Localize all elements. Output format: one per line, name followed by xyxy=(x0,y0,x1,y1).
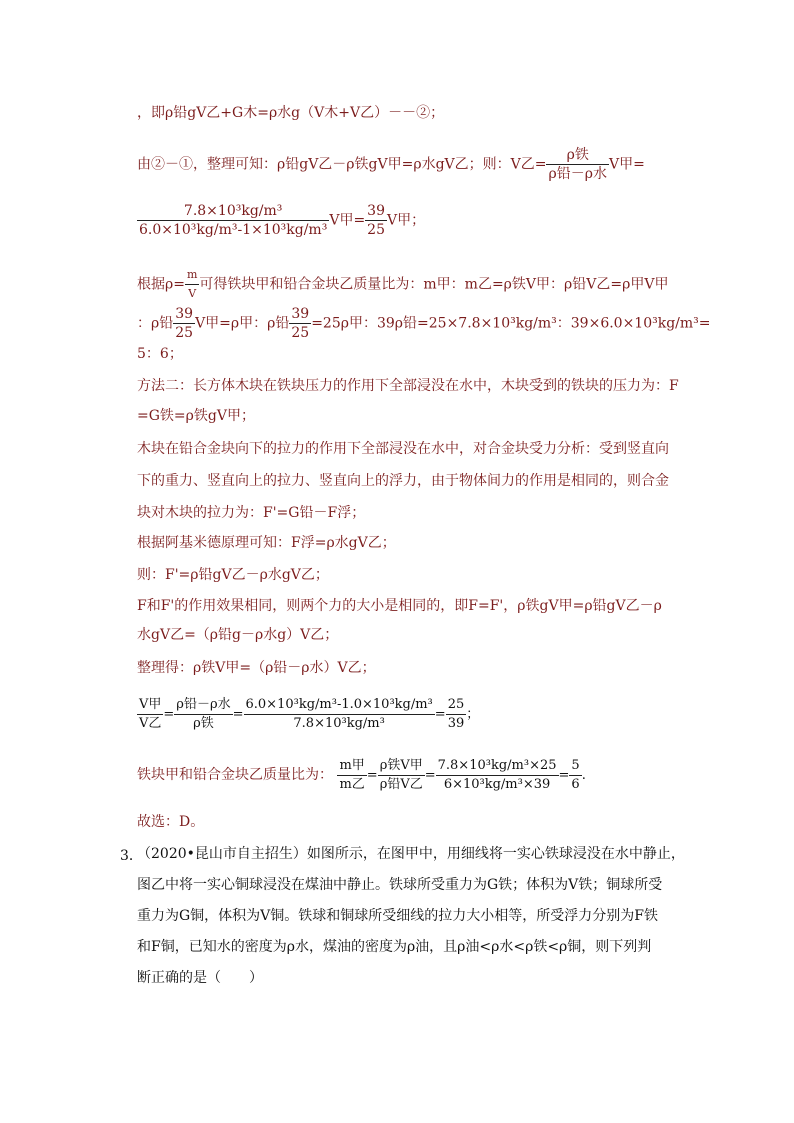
fraction-denominator: 39 xyxy=(447,716,465,731)
line-4-tail: 可得铁块甲和铅合金块乙质量比为：m甲：m乙=ρ铁V甲：ρ铅V乙=ρ甲V甲 xyxy=(199,276,669,293)
question-line-3: 重力为G铜，体积为V铜。铁球和铜球所受细线的拉力大小相等，所受浮力分别为F铁 xyxy=(137,908,659,924)
fraction-denominator: 6×10³kg/m³×39 xyxy=(436,775,559,794)
equals-sign: = xyxy=(163,707,175,722)
fraction-denominator: 25 xyxy=(367,222,385,238)
fraction-39-25-a xyxy=(173,305,195,342)
line-13: 则：F'=ρ铅gV乙－ρ水gV乙； xyxy=(137,567,329,583)
fraction-numerator: m甲 xyxy=(339,758,365,773)
fraction-denominator: 25 xyxy=(291,325,310,341)
line-11: 块对木块的拉力为：F'=G铅－F浮； xyxy=(137,505,366,521)
fraction-numerator: 39 xyxy=(367,203,385,219)
question-line-5: 断正确的是（ ） xyxy=(137,970,263,986)
line-8: =G铁=ρ铁gV甲； xyxy=(137,408,255,424)
fraction-denominator: ρ铁 xyxy=(174,714,232,733)
line-3-mid: V甲= xyxy=(329,212,366,229)
fraction-denominator: 6 xyxy=(571,777,580,792)
line-19: 故选：D。 xyxy=(137,814,205,830)
fraction-denominator: 6.0×10³kg/m³-1×10³kg/m³ xyxy=(139,222,328,238)
line-5 xyxy=(137,305,711,342)
line-18 xyxy=(137,757,586,794)
fraction-denominator: V xyxy=(185,284,199,303)
equals-sign: = xyxy=(558,768,570,783)
equals-sign: = xyxy=(232,707,244,722)
line-3-tail: V甲； xyxy=(387,212,426,229)
line-3 xyxy=(137,202,425,239)
fraction-density-diff xyxy=(174,696,232,733)
line-18-end: . xyxy=(581,768,586,783)
line-15: 水gV乙=（ρ铅g－ρ水g）V乙； xyxy=(137,627,339,643)
fraction-39-25-b xyxy=(289,305,311,342)
fraction-numeric xyxy=(244,696,435,733)
line-4 xyxy=(137,266,668,303)
question-line-1: （2020•昆山市自主招生）如图所示，在图甲中，用细线将一实心铁球浸没在水中静止， xyxy=(137,846,685,862)
line-1: ，即ρ铅gV乙+G木=ρ水g（V木+V乙）－－②； xyxy=(137,105,445,121)
fraction-denominator: 25 xyxy=(175,325,194,341)
equals-sign: = xyxy=(424,768,436,783)
equals-sign: = xyxy=(434,707,446,722)
fraction-numerator: 7.8×10³kg/m³ xyxy=(183,203,283,219)
line-5-tail: =25ρ甲：39ρ铅=25×7.8×10³kg/m³：39×6.0×10³kg/m³= xyxy=(311,315,711,332)
fraction-numerator: 39 xyxy=(175,306,194,322)
line-14: F和F'的作用效果相同，则两个力的大小是相同的，即F=F'，ρ铁gV甲=ρ铅gV乙－ρ xyxy=(137,598,662,614)
fraction-numerator: m xyxy=(186,268,198,281)
fraction-numerator: 39 xyxy=(291,306,310,322)
line-4-text: 根据ρ= xyxy=(137,276,185,293)
line-2-tail: V甲= xyxy=(608,156,645,173)
equals-sign: = xyxy=(366,768,378,783)
fraction-denominator: ρ铅－ρ水 xyxy=(548,166,607,182)
fraction-density-volume xyxy=(378,757,425,794)
fraction-mass-ratio xyxy=(337,757,366,794)
fraction-numerator: ρ铁V甲 xyxy=(379,758,423,773)
fraction-39-25 xyxy=(365,202,387,239)
fraction-m-over-v xyxy=(185,266,199,303)
fraction-numerator: ρ铁 xyxy=(566,147,589,163)
fraction-numerator: 25 xyxy=(447,697,465,712)
fraction-denominator: m乙 xyxy=(339,777,365,792)
line-10: 下的重力、竖直向上的拉力、竖直向上的浮力，由于物体间力的作用是相同的，则合金 xyxy=(137,473,669,489)
line-16: 整理得：ρ铁V甲=（ρ铅－ρ水）V乙； xyxy=(137,660,376,676)
fraction-numerator: 7.8×10³kg/m³×25 xyxy=(437,758,557,773)
line-17 xyxy=(137,696,479,733)
line-17-end: ； xyxy=(466,707,480,722)
fraction-numerator: V甲 xyxy=(139,697,162,712)
line-5-mid: V甲=ρ甲：ρ铅 xyxy=(195,315,290,332)
line-18-text: 铁块甲和铅合金块乙质量比为： xyxy=(137,767,333,783)
fraction-5-6 xyxy=(569,757,581,794)
fraction-numerator: ρ铅－ρ水 xyxy=(176,697,231,712)
fraction-v-yi xyxy=(546,146,608,183)
question-line-4: 和F铜，已知水的密度为ρ水，煤油的密度为ρ油，且ρ油<ρ水<ρ铁<ρ铜，则下列判 xyxy=(137,939,652,955)
line-7: 方法二：长方体木块在铁块压力的作用下全部浸没在水中，木块受到的铁块的压力为：F xyxy=(137,378,679,394)
line-9: 木块在铅合金块向下的拉力的作用下全部浸没在水中，对合金块受力分析：受到竖直向 xyxy=(137,441,669,457)
fraction-denominator: 7.8×10³kg/m³ xyxy=(244,714,435,733)
fraction-numeric-mass xyxy=(436,757,559,794)
fraction-denominator: ρ铅V乙 xyxy=(379,777,423,792)
fraction-denominator: V乙 xyxy=(139,716,162,731)
line-2-text: 由②－①，整理可知：ρ铅gV乙－ρ铁gV甲=ρ水gV乙；则：V乙= xyxy=(137,156,547,173)
fraction-numerator: 5 xyxy=(571,758,580,773)
question-number: 3． xyxy=(120,848,143,864)
line-6: 5：6； xyxy=(137,346,183,362)
fraction-25-39 xyxy=(446,696,467,733)
line-5-text: ：ρ铅 xyxy=(137,315,174,332)
fraction-numerator: 6.0×10³kg/m³-1.0×10³kg/m³ xyxy=(245,697,433,712)
question-line-2: 图乙中将一实心铜球浸没在煤油中静止。铁球所受重力为G铁；体积为V铁；铜球所受 xyxy=(137,877,663,893)
line-12: 根据阿基米德原理可知：F浮=ρ水gV乙； xyxy=(137,535,396,551)
fraction-density-ratio xyxy=(137,202,329,239)
fraction-volume-ratio xyxy=(137,696,163,733)
line-2 xyxy=(137,146,645,183)
